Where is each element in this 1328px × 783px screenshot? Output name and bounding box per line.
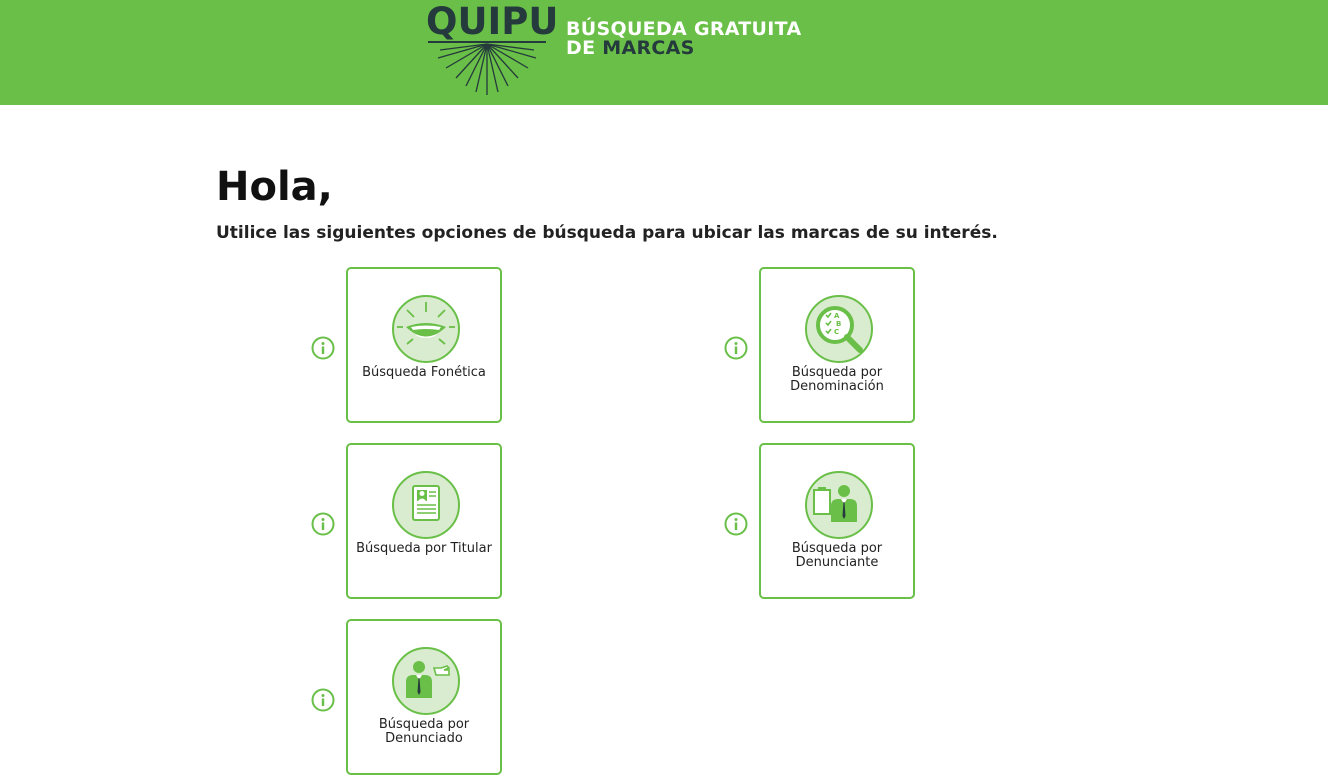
page-subtitle: Utilice las siguientes opciones de búsqueda para ubicar las marcas de su interés. [216, 223, 998, 243]
option-label: Búsqueda Fonética [362, 365, 486, 380]
header-bar [0, 0, 1328, 105]
option-label: Búsqueda por Titular [356, 541, 492, 556]
tagline-de: DE [566, 37, 596, 59]
info-icon[interactable] [311, 336, 335, 360]
option-label: Búsqueda por Denunciante [791, 541, 883, 570]
option-label: Búsqueda por Denominación [790, 365, 884, 394]
sunburst-icon [426, 4, 548, 98]
option-label: Búsqueda por Denunciado [378, 717, 470, 746]
quipu-logo[interactable] [426, 0, 559, 98]
info-icon[interactable] [724, 336, 748, 360]
option-card-titular[interactable] [346, 443, 502, 599]
tagline-marcas: MARCAS [602, 37, 695, 59]
svg-text:B: B [836, 320, 842, 328]
svg-text:C: C [834, 328, 840, 336]
option-card-fonetica[interactable] [346, 267, 502, 423]
person-pointing-icon [391, 646, 461, 716]
logo-text: QUIPU [426, 0, 559, 43]
info-icon[interactable] [724, 512, 748, 536]
svg-text:A: A [834, 312, 840, 320]
id-document-icon [391, 470, 461, 540]
tagline [566, 20, 801, 58]
person-clipboard-icon [804, 470, 874, 540]
phonetic-mouth-icon [391, 294, 461, 364]
tagline-line1: BÚSQUEDA GRATUITA [566, 18, 802, 40]
option-card-denunciante[interactable] [759, 443, 915, 599]
page-title: Hola, [216, 164, 333, 210]
option-card-denominacion[interactable] [759, 267, 915, 423]
info-icon[interactable] [311, 512, 335, 536]
info-icon[interactable] [311, 688, 335, 712]
abc-magnifier-icon [804, 294, 874, 364]
option-card-denunciado[interactable] [346, 619, 502, 775]
